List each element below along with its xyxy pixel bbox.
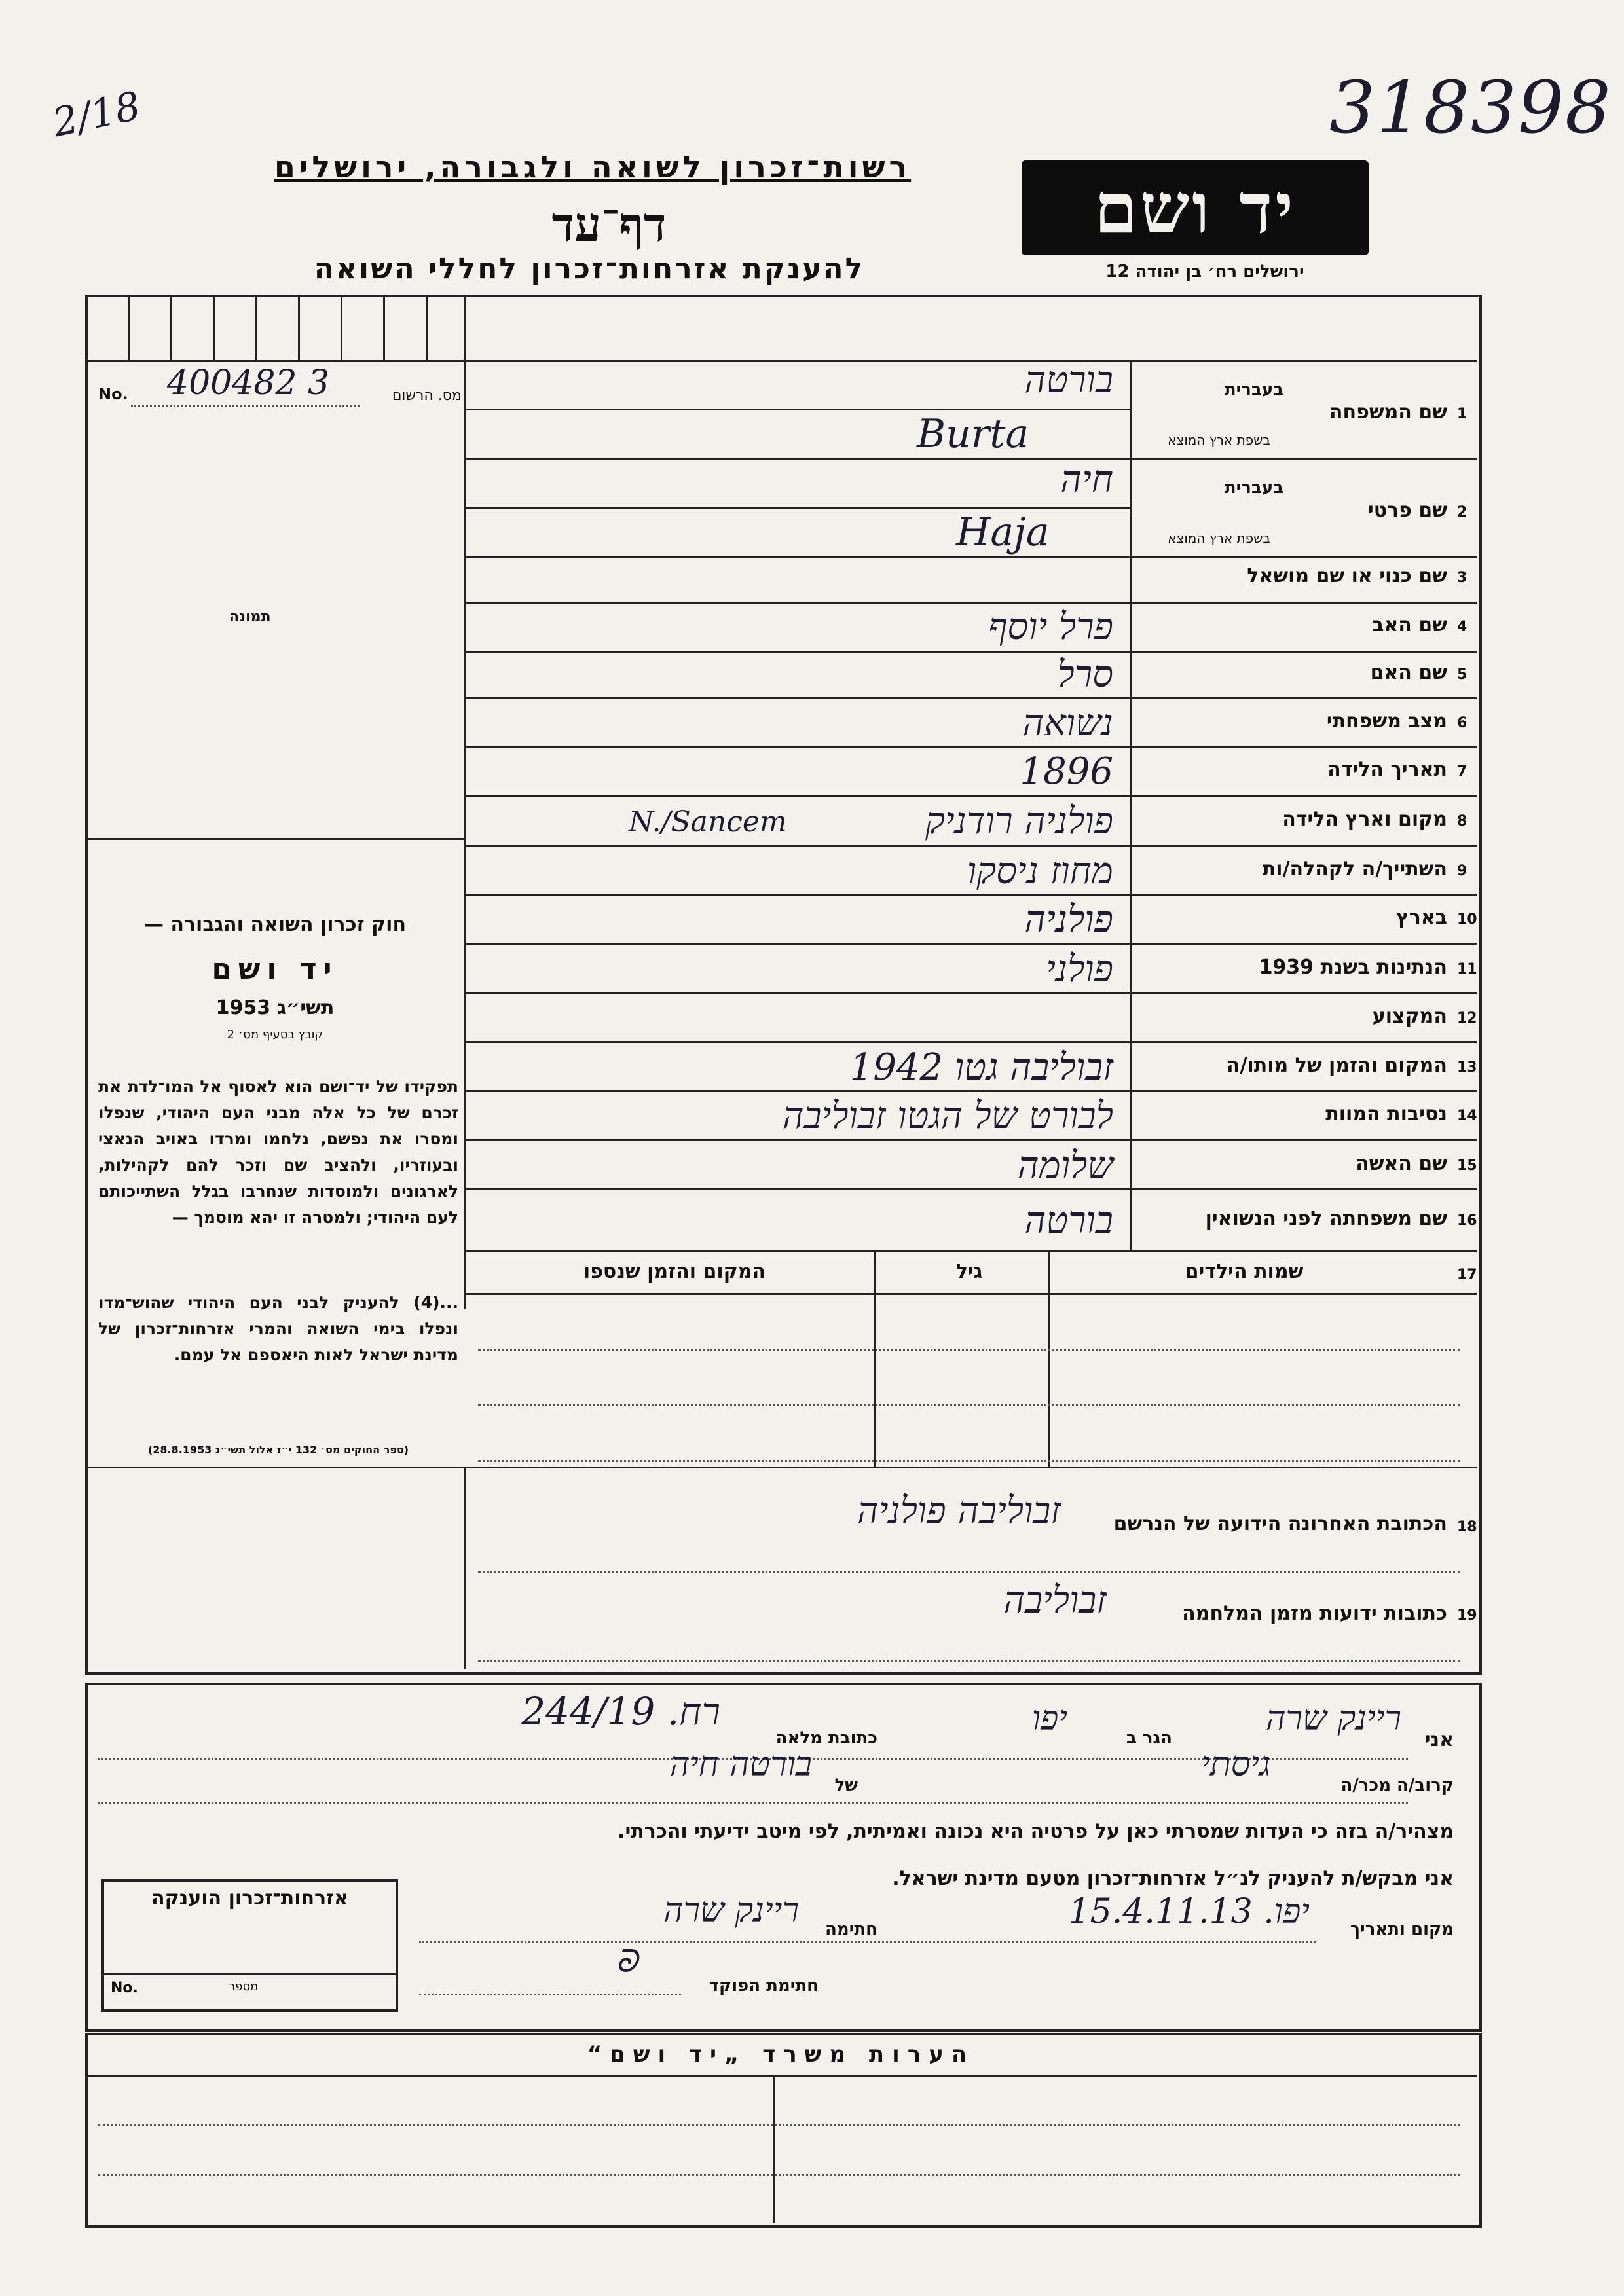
birth-place-latin-value: N./Sancem [629,805,787,839]
row-2-number: 2 [1457,504,1467,520]
row-18-number: 18 [1457,1519,1477,1535]
birth-date-value: 1896 [1020,750,1113,793]
row-12-label: המקצוע [1372,1005,1447,1028]
law-year: תשי״ג 1953 [215,996,335,1019]
wartime-address-value: זבוליבה [1003,1579,1107,1622]
row-19-label: כתובות ידועות מזמן המלחמה [1182,1602,1447,1625]
row-12-number: 12 [1457,1010,1477,1027]
photo-label: תמונה [229,609,271,625]
row-9-number: 9 [1457,863,1467,879]
row-3-number: 3 [1457,570,1467,586]
row-10-label: בארץ [1395,906,1447,929]
children-place-header: המקום והזמן שנספו [583,1260,766,1283]
yad-vashem-logo [1022,160,1369,255]
officer-label: חתימת הפוקד [709,1976,819,1995]
row-16-number: 16 [1457,1212,1477,1229]
header-address: ירושלים רח׳ בן יהודה 12 [1105,262,1304,282]
row-1-number: 1 [1457,406,1467,422]
officer-signature: ᘐ [616,1943,638,1980]
authority-title: רשות־זכרון לשואה ולגבורה, ירושלים [274,149,912,185]
law-source: (ספר החוקים מס׳ 132 י״ז אלול תשי״ג 28.8.1953) [147,1444,409,1456]
maiden-name-value: בורטה [1024,1199,1113,1242]
declaration-ani: אני [1424,1728,1454,1751]
row-15-label: שם האשה [1356,1152,1447,1175]
row-4-label: שם האב [1372,613,1447,636]
father-name-value: פרל יוסף [988,606,1113,648]
address-value: רח. 244/19 [521,1689,720,1734]
stamp-number-label: מספר [229,1980,259,1994]
logo-text: יד ושם [1094,167,1296,249]
wife-name-value: שלומה [1017,1144,1113,1187]
citizenship-value: פולני [1046,948,1113,991]
last-address-value: זבוליבה פולניה [857,1489,1061,1532]
row-13-number: 13 [1457,1059,1477,1076]
stamp-title: אזרחות־זכרון הוענקה [151,1887,349,1910]
row-1-sub-origin: בשפת ארץ המוצא [1168,432,1270,448]
resides-label: הגר ב [1126,1728,1172,1748]
row-1-label: שם המשפחה [1329,401,1447,424]
row-13-label: המקום והזמן של מותו/ה [1226,1054,1447,1077]
office-notes-title: הערות משרד „יד ושם“ [587,2041,975,2068]
row-7-number: 7 [1457,763,1467,780]
reg-no-label: No. [98,385,128,403]
relative-label: קרוב/ה מכר/ה [1340,1776,1454,1795]
form-title: דף־עד [551,196,667,252]
row-6-number: 6 [1457,715,1467,731]
row-4-number: 4 [1457,619,1467,635]
stamp-no-label: No. [111,1980,138,1996]
row-15-number: 15 [1457,1157,1477,1174]
place-date-label: מקום ותאריך [1350,1920,1454,1939]
row-11-label: הנתינות בשנת 1939 [1259,956,1447,979]
first-name-latin-value: Haja [956,509,1050,555]
declaration-statement: מצהיר/ה בזה כי העדות שמסרתי כאן על פרטיה היא נכונה ואמיתית, לפי מיטב ידיעתי והכרתי. [618,1820,1454,1843]
page-mark: 2/18 [48,82,145,147]
signature-label: חתימה [825,1920,877,1939]
address-label: כתובת מלאה [775,1728,877,1748]
row-18-label: הכתובת האחרונה הידועה של הנרשם [1113,1512,1447,1535]
row-16-label: שם משפחתה לפני הנשואין [1205,1207,1447,1230]
first-name-hebrew-value: חיה [1060,458,1113,501]
row-2-label: שם פרטי [1367,499,1447,522]
row-11-number: 11 [1457,961,1477,977]
signature-value: ריינק שרה [663,1891,799,1930]
archive-number: 318398 [1329,65,1612,149]
row-2-sub-origin: בשפת ארץ המוצא [1168,530,1270,546]
row-10-number: 10 [1457,911,1477,928]
of-label: של [834,1776,858,1795]
resides-value: יפו [1031,1699,1067,1738]
country-value: פולניה [1024,898,1113,941]
children-names-header: שמות הילדים [1185,1260,1304,1283]
place-date-value: יפו. 15.4.11.13 [1068,1892,1310,1931]
row-2-sub-hebrew: בעברית [1224,478,1283,498]
row-14-number: 14 [1457,1108,1477,1124]
citizenship-stamp-box [101,1879,398,2012]
row-14-label: נסיבות המוות [1325,1102,1447,1125]
law-title: חוק זכרון השואה והגבורה — [143,913,407,936]
surname-hebrew-value: בורטה [1024,359,1113,401]
row-6-label: מצב משפחתי [1326,710,1447,733]
surname-latin-value: Burta [917,411,1029,457]
community-value: מחוז ניסקו [967,850,1113,892]
row-5-label: שם האם [1370,661,1447,684]
reg-label: מס. הרשום [392,388,462,404]
row-17-number: 17 [1457,1267,1477,1283]
reg-number: 400482 3 [167,363,330,403]
row-7-label: תאריך הלידה [1327,758,1447,781]
law-citation: קובץ בסעיף מס׳ 2 [227,1028,323,1042]
row-8-label: מקום וארץ הלידה [1282,808,1447,831]
law-paragraph-1: תפקידו של יד־ושם הוא לאסוף אל המו־לדת את זכרם של כל אלה מבני העם היהודי, שנפלו ומסרו את נפשם, נלחמו ומרדו באויב הנאצי ובעוזריו, ולהציב שם וזכר להם לקהילות, לארגונים ולמוסדות שנחרבו בגלל השתייכותם לעם היהודי; ולמטרה זו יהא מוסמך — [98,1077,458,1227]
form-purpose: להענקת אזרחות־זכרון לחללי השואה [314,252,865,285]
declarant-name: ריינק שרה [1266,1699,1401,1738]
death-circumstances-value: לבורט של הגטו זבוליבה [782,1095,1113,1137]
children-age-header: גיל [955,1260,983,1283]
declaration-request: אני מבקש/ת להעניק לנ״ל אזרחות־זכרון מטעם מדינת ישראל. [892,1867,1454,1890]
of-value: בורטה חיה [669,1745,812,1784]
mother-name-value: סרל [1057,653,1113,696]
marital-status-value: נשואה [1022,702,1113,744]
row-1-sub-hebrew: בעברית [1224,380,1283,399]
relation-value: גיסתי [1201,1745,1270,1784]
row-9-label: השתייך/ה לקהלה/ות [1262,858,1447,881]
birth-place-value: פולניה רודניק [925,800,1113,843]
row-3-label: שם כנוי או שם מושאל [1247,564,1447,587]
death-place-time-value: זבוליבה גטו 1942 [849,1046,1113,1089]
row-5-number: 5 [1457,666,1467,683]
row-19-number: 19 [1457,1607,1477,1624]
law-name: יד ושם [212,953,339,986]
law-paragraph-2: ...(4) להעניק לבני העם היהודי שהוש־מדו ונפלו בימי השואה והמרי אזרחות־זכרון של מדינת ישראל לאות היאספם אל עמם. [98,1293,458,1364]
row-8-number: 8 [1457,813,1467,829]
